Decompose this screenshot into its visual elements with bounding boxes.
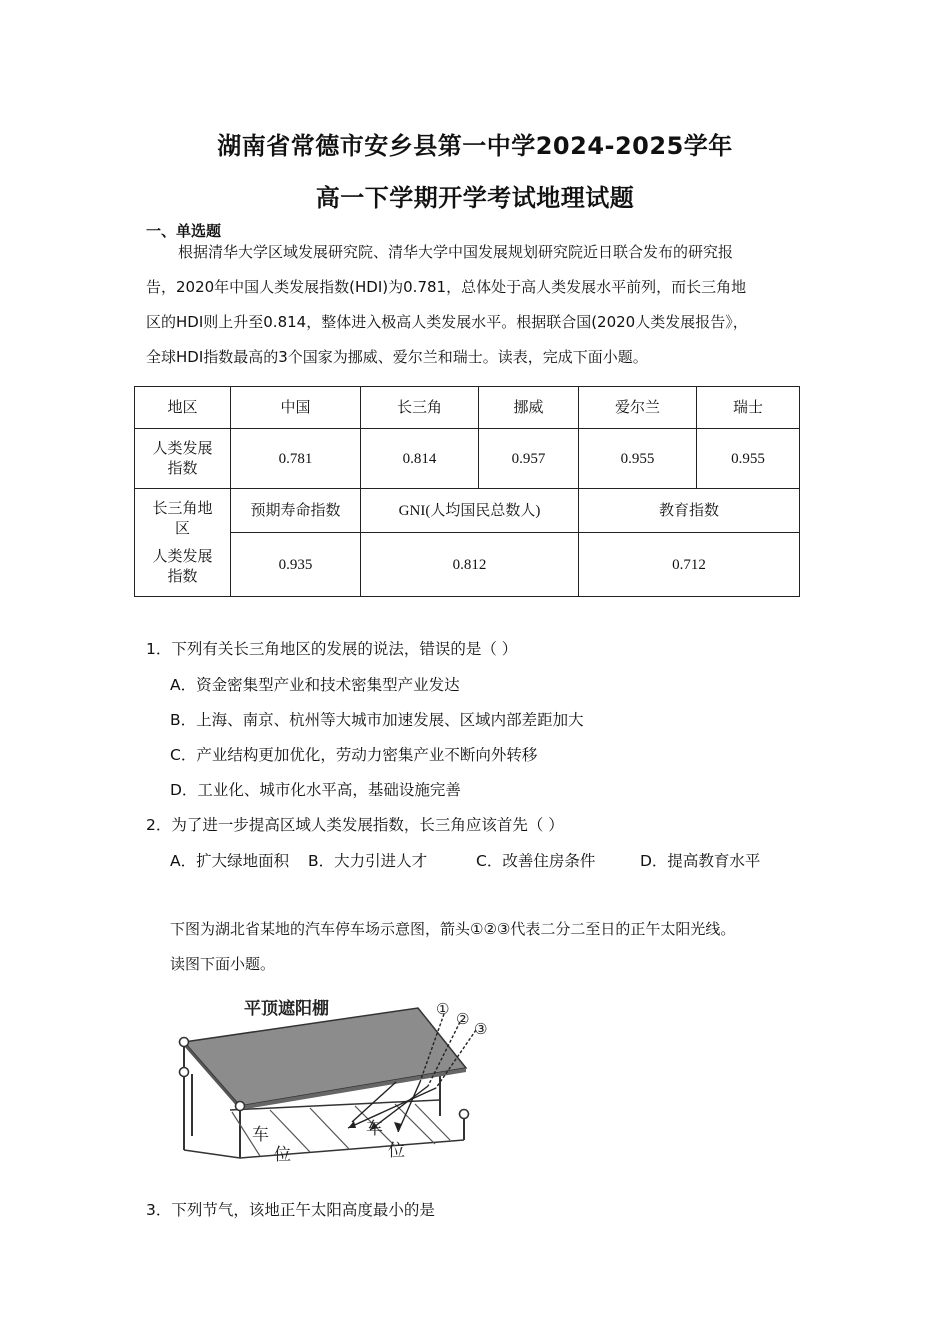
canopy-label: 平顶遮阳棚 (244, 999, 329, 1019)
table-cell: 0.712 (579, 533, 800, 597)
title-line-2: 高一下学期开学考试地理试题 (315, 184, 635, 212)
table-row (135, 533, 800, 597)
passage-1 (146, 235, 826, 375)
table-cell: 0.935 (231, 533, 361, 597)
question-1-option-a[interactable]: A．资金密集型产业和技术密集型产业发达 (170, 676, 460, 694)
table-row (135, 429, 800, 489)
space-label: 位 (388, 1141, 405, 1161)
question-2-option-b[interactable]: B．大力引进人才 (308, 852, 428, 870)
table-cell: 0.955 (579, 429, 697, 489)
table-row (135, 489, 800, 533)
question-2-option-c[interactable]: C．改善住房条件 (476, 852, 596, 870)
question-2-option-a[interactable]: A．扩大绿地面积 (170, 852, 290, 870)
table-cell: 教育指数 (579, 489, 800, 533)
table-row (135, 387, 800, 429)
row-label: 指数 (167, 460, 198, 477)
question-2-option-d[interactable]: D．提高教育水平 (640, 852, 761, 870)
table-cell: 0.812 (361, 533, 579, 597)
question-1-option-d[interactable]: D．工业化、城市化水平高，基础设施完善 (170, 781, 461, 799)
table-cell: 挪威 (479, 387, 579, 429)
question-2-stem: 2．为了进一步提高区域人类发展指数，长三角应该首先（ ） (146, 816, 564, 834)
table-cell (135, 429, 231, 489)
table-cell: 0.957 (479, 429, 579, 489)
space-label: 车 (252, 1125, 269, 1145)
table-cell: 预期寿命指数 (231, 489, 361, 533)
question-1-option-c[interactable]: C．产业结构更加优化，劳动力密集产业不断向外转移 (170, 746, 538, 764)
table-cell: 0.814 (361, 429, 479, 489)
row-label: 人类发展 (152, 440, 213, 457)
question-1-option-b[interactable]: B．上海、南京、杭州等大城市加速发展、区域内部差距加大 (170, 711, 584, 729)
passage-1-line: 告，2020年中国人类发展指数(HDI)为0.781，总体处于高人类发展水平前列，而长三角地 (146, 278, 747, 296)
ground-outline (184, 1100, 464, 1158)
passage-2 (170, 912, 830, 982)
table-cell (135, 489, 231, 597)
table-cell: 瑞士 (697, 387, 800, 429)
space-label: 位 (274, 1145, 291, 1165)
passage-2-line: 读图下面小题。 (170, 955, 276, 973)
question-3-stem: 3．下列节气，该地正午太阳高度最小的是 (146, 1201, 435, 1219)
row-label: 指数 (167, 568, 198, 585)
row-label: 长三角地 (152, 500, 213, 517)
hdi-table (134, 386, 800, 597)
passage-1-line: 根据清华大学区域发展研究院、清华大学中国发展规划研究院近日联合发布的研究报 (178, 243, 734, 261)
row-label: 区 (174, 520, 190, 537)
table-cell: 中国 (231, 387, 361, 429)
passage-1-line: 全球HDI指数最高的3个国家为挪威、爱尔兰和瑞士。读表，完成下面小题。 (146, 348, 648, 366)
table-cell: 长三角 (361, 387, 479, 429)
parking-canopy-figure (170, 990, 500, 1170)
section-heading: 一、单选题 (146, 222, 222, 240)
passage-1-line: 区的HDI则上升至0.814，整体进入极高人类发展水平。根据联合国(2020人类发展报告》， (146, 313, 748, 331)
title-line-1: 湖南省常德市安乡县第一中学2024-2025学年 (217, 132, 733, 160)
table-cell: 地区 (135, 387, 231, 429)
ray-label-1: ① (436, 1000, 450, 1018)
table-cell: GNI(人均国民总数人) (361, 489, 579, 533)
ray-label-3: ③ (474, 1020, 488, 1038)
ray-label-2: ② (456, 1010, 470, 1028)
row-label: 人类发展 (152, 548, 213, 565)
space-label: 车 (366, 1119, 383, 1139)
table-cell: 0.955 (697, 429, 800, 489)
question-1-stem: 1．下列有关长三角地区的发展的说法，错误的是（ ） (146, 640, 518, 658)
table-cell: 0.781 (231, 429, 361, 489)
table-cell: 爱尔兰 (579, 387, 697, 429)
passage-2-line: 下图为湖北省某地的汽车停车场示意图，箭头①②③代表二分二至日的正午太阳光线。 (170, 920, 736, 938)
